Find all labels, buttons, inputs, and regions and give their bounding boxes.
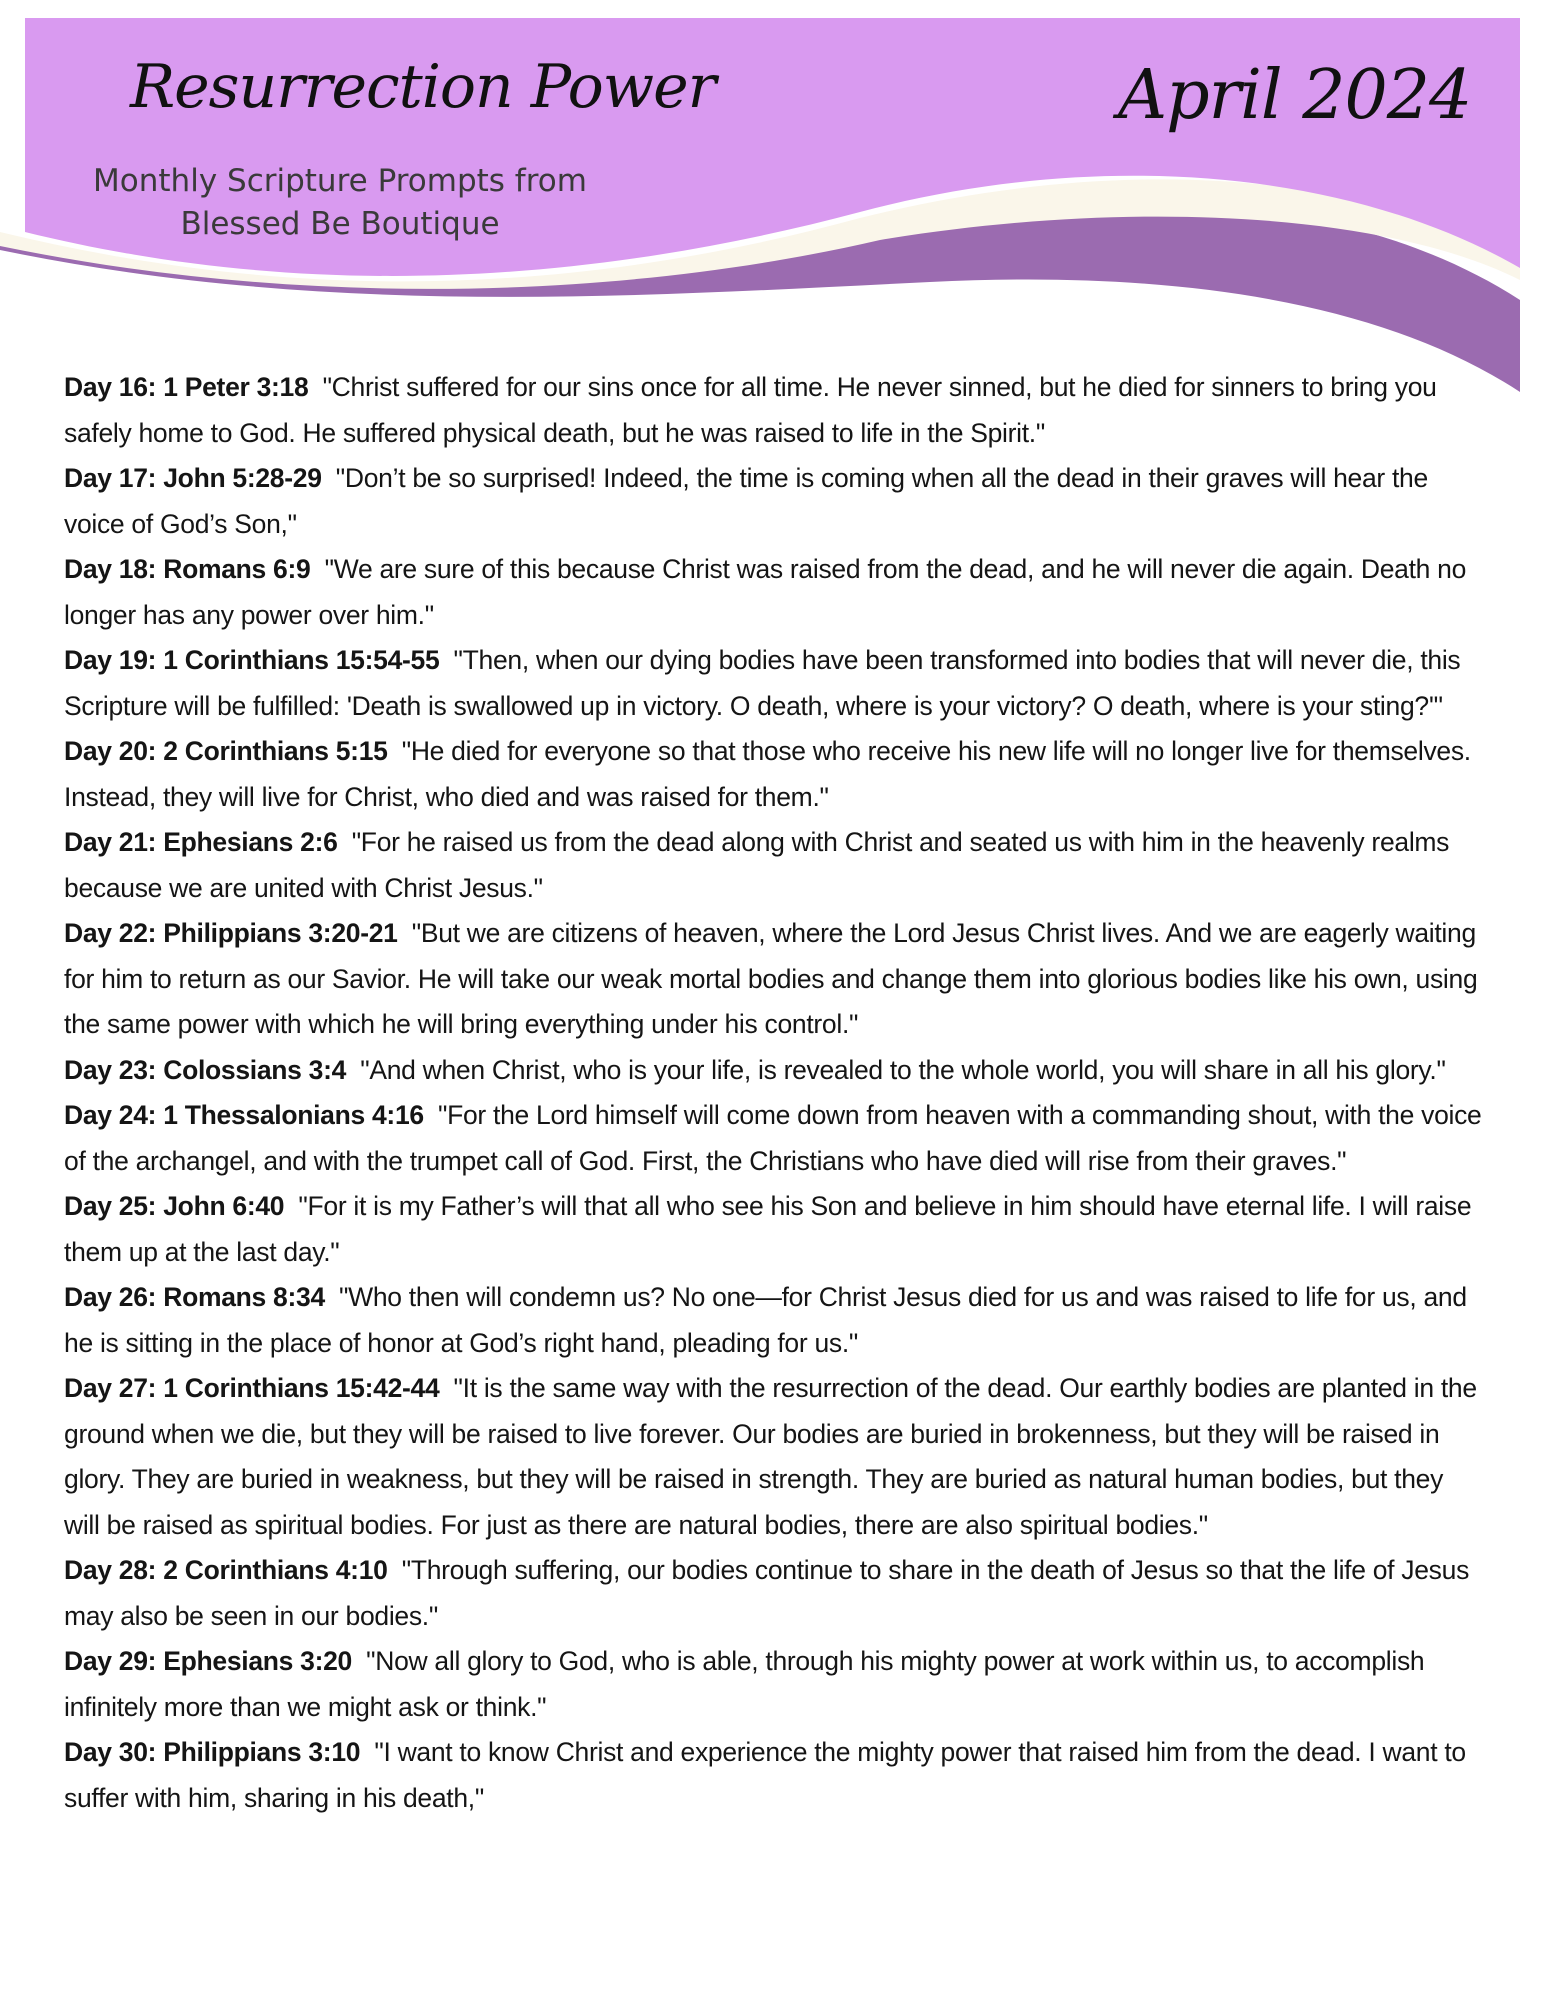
- scripture-entry: [64, 729, 1484, 820]
- scripture-entry: [64, 1639, 1484, 1730]
- month-title: April 2024: [1118, 56, 1472, 135]
- scripture-reference: Day 19: 1 Corinthians 15:54-55: [64, 645, 440, 675]
- scripture-text: "He died for everyone so that those who receive his new life will no longer live for themselves. Instead, they will live for Christ, who died and was raised for them.": [64, 736, 1471, 812]
- scripture-text: "But we are citizens of heaven, where the Lord Jesus Christ lives. And we are eagerly waiting for him to return as our Savior. He will take our weak mortal bodies and change them into glorious bodies like his own, using the same power with which he will bring everything under his control.": [64, 918, 1478, 1039]
- scripture-entry: [64, 547, 1484, 638]
- scripture-text: "Now all glory to God, who is able, through his mighty power at work within us, to accomplish infinitely more than we might ask or think.": [64, 1646, 1425, 1722]
- subtitle-line-1: Monthly Scripture Prompts from: [93, 163, 587, 199]
- scripture-entry: [64, 365, 1484, 456]
- scripture-reference: Day 16: 1 Peter 3:18: [64, 372, 309, 402]
- brand-title: Resurrection Power: [130, 52, 716, 122]
- scripture-text: "Who then will condemn us? No one—for Christ Jesus died for us and was raised to life for us, and he is sitting in the place of honor at God’s right hand, pleading for us.": [64, 1282, 1467, 1358]
- scripture-entry: [64, 638, 1484, 729]
- scripture-entry: [64, 911, 1484, 1048]
- scripture-reference: Day 27: 1 Corinthians 15:42-44: [64, 1373, 440, 1403]
- scripture-entry: [64, 1730, 1484, 1821]
- scripture-entry: [64, 1093, 1484, 1184]
- scripture-text: "Christ suffered for our sins once for all time. He never sinned, but he died for sinners to bring you safely home to God. He suffered physical death, but he was raised to life in the Spirit.": [64, 372, 1437, 448]
- scripture-entry: [64, 1366, 1484, 1548]
- scripture-reference: Day 18: Romans 6:9: [64, 554, 311, 584]
- scripture-text: "For he raised us from the dead along with Christ and seated us with him in the heavenly realms because we are united with Christ Jesus.": [64, 827, 1450, 903]
- scripture-list: [64, 365, 1484, 1821]
- scripture-reference: Day 20: 2 Corinthians 5:15: [64, 736, 388, 766]
- scripture-text: "It is the same way with the resurrection of the dead. Our earthly bodies are planted in the ground when we die, but they will be raised to live forever. Our bodies are buried in brokenness, but they will be raised in glory. They are buried in weakness, but they will be raised in strength. They are buried as natural human bodies, but they will be raised as spiritual bodies. For just as there are natural bodies, there are also spiritual bodies.": [64, 1373, 1477, 1540]
- scripture-entry: [64, 1184, 1484, 1275]
- scripture-text: "For the Lord himself will come down from heaven with a commanding shout, with the voice of the archangel, and with the trumpet call of God. First, the Christians who have died will rise from their graves.": [64, 1100, 1482, 1176]
- scripture-reference: Day 23: Colossians 3:4: [64, 1054, 347, 1085]
- scripture-reference: Day 29: Ephesians 3:20: [64, 1646, 352, 1676]
- scripture-entry: [64, 456, 1484, 547]
- scripture-reference: Day 25: John 6:40: [64, 1191, 285, 1221]
- scripture-text: "Then, when our dying bodies have been transformed into bodies that will never die, this Scripture will be fulfilled: 'Death is swallowed up in victory. O death, where is your victory? O death, where is your sting?'": [64, 645, 1461, 721]
- scripture-reference: Day 30: Philippians 3:10: [64, 1737, 361, 1767]
- scripture-text: "We are sure of this because Christ was raised from the dead, and he will never die again. Death no longer has any power over him.": [64, 554, 1467, 630]
- scripture-entry: [64, 820, 1484, 911]
- scripture-reference: Day 28: 2 Corinthians 4:10: [64, 1555, 388, 1585]
- scripture-reference: Day 22: Philippians 3:20-21: [64, 918, 398, 948]
- scripture-entry: [64, 1048, 1484, 1094]
- scripture-reference: Day 17: John 5:28-29: [64, 463, 322, 493]
- subtitle-line-2: Blessed Be Boutique: [180, 206, 500, 242]
- scripture-reference: Day 21: Ephesians 2:6: [64, 827, 338, 857]
- scripture-text: "And when Christ, who is your life, is revealed to the whole world, you will share in all his glory.": [360, 1054, 1446, 1085]
- scripture-text: "For it is my Father’s will that all who see his Son and believe in him should have eternal life. I will raise them up at the last day.": [64, 1191, 1472, 1267]
- scripture-reference: Day 26: Romans 8:34: [64, 1282, 325, 1312]
- scripture-text: "Through suffering, our bodies continue to share in the death of Jesus so that the life of Jesus may also be seen in our bodies.": [64, 1555, 1470, 1631]
- scripture-text: "I want to know Christ and experience the mighty power that raised him from the dead. I want to suffer with him, sharing in his death,": [64, 1737, 1466, 1813]
- scripture-text: "Don’t be so surprised! Indeed, the time is coming when all the dead in their graves will hear the voice of God’s Son,": [64, 463, 1428, 539]
- scripture-reference: Day 24: 1 Thessalonians 4:16: [64, 1100, 424, 1130]
- scripture-entry: [64, 1548, 1484, 1639]
- scripture-entry: [64, 1275, 1484, 1366]
- header-banner: [0, 0, 1545, 420]
- subtitle: [60, 160, 620, 246]
